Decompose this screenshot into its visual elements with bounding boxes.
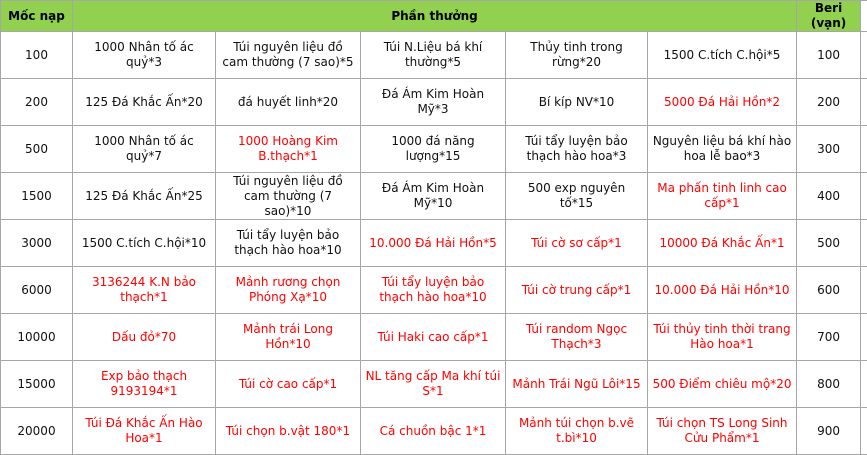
reward-cell[interactable]: Túi tẩy luyện bảo thạch hào hoa*3 (506, 126, 648, 173)
beri-cell[interactable]: 900 (797, 408, 861, 455)
spare-cell[interactable] (861, 1, 867, 32)
header-beri[interactable]: Beri (vạn) (797, 1, 861, 32)
reward-cell[interactable]: Mảnh Trái Ngũ Lôi*15 (506, 361, 648, 408)
moc-nap-cell[interactable]: 20000 (1, 408, 73, 455)
spare-cell[interactable] (861, 32, 867, 79)
reward-cell[interactable]: 10000 Đá Khắc Ấn*1 (648, 220, 797, 267)
reward-cell[interactable]: 10.000 Đá Hải Hồn*5 (361, 220, 506, 267)
beri-cell[interactable]: 500 (797, 220, 861, 267)
moc-nap-cell[interactable]: 6000 (1, 267, 73, 314)
reward-cell[interactable]: 125 Đá Khắc Ấn*20 (73, 79, 216, 126)
moc-nap-cell[interactable]: 3000 (1, 220, 73, 267)
reward-cell[interactable]: 3136244 K.N bảo thạch*1 (73, 267, 216, 314)
reward-cell[interactable]: Nguyên liệu bá khí hào hoa lễ bao*3 (648, 126, 797, 173)
reward-cell[interactable]: Ma phấn tinh linh cao cấp*1 (648, 173, 797, 220)
reward-cell[interactable]: Túi tẩy luyện bảo thạch hào hoa*10 (216, 220, 361, 267)
beri-cell[interactable]: 200 (797, 79, 861, 126)
header-row (1, 1, 867, 32)
moc-nap-cell[interactable]: 15000 (1, 361, 73, 408)
header-phan-thuong[interactable]: Phần thưởng (73, 1, 797, 32)
reward-cell[interactable]: đá huyết linh*20 (216, 79, 361, 126)
spare-cell[interactable] (861, 408, 867, 455)
beri-cell[interactable]: 300 (797, 126, 861, 173)
reward-cell[interactable]: 1500 C.tích C.hội*5 (648, 32, 797, 79)
reward-cell[interactable]: Túi thủy tinh thời trang Hào hoa*1 (648, 314, 797, 361)
beri-cell[interactable]: 800 (797, 361, 861, 408)
reward-cell[interactable]: 1000 Nhân tố ác quỷ*3 (73, 32, 216, 79)
reward-cell[interactable]: 1000 Nhân tố ác quỷ*7 (73, 126, 216, 173)
reward-cell[interactable]: Mảnh rương chọn Phóng Xạ*10 (216, 267, 361, 314)
spare-cell[interactable] (861, 314, 867, 361)
reward-cell[interactable]: Túi cờ trung cấp*1 (506, 267, 648, 314)
reward-cell[interactable]: Túi chọn TS Long Sinh Cửu Phẩm*1 (648, 408, 797, 455)
reward-cell[interactable]: Cá chuồn bậc 1*1 (361, 408, 506, 455)
moc-nap-cell[interactable]: 500 (1, 126, 73, 173)
spare-cell[interactable] (861, 79, 867, 126)
table-row (1, 79, 867, 126)
reward-cell[interactable]: Túi tẩy luyện bảo thạch hào hoa*10 (361, 267, 506, 314)
reward-cell[interactable]: Túi Haki cao cấp*1 (361, 314, 506, 361)
reward-cell[interactable]: 500 exp nguyên tố*15 (506, 173, 648, 220)
spare-cell[interactable] (861, 220, 867, 267)
table-row (1, 220, 867, 267)
beri-cell[interactable]: 700 (797, 314, 861, 361)
table-row (1, 361, 867, 408)
spare-cell[interactable] (861, 361, 867, 408)
reward-cell[interactable]: 1000 đá năng lượng*15 (361, 126, 506, 173)
reward-cell[interactable]: Đá Ám Kim Hoàn Mỹ*3 (361, 79, 506, 126)
reward-cell[interactable]: 125 Đá Khắc Ấn*25 (73, 173, 216, 220)
moc-nap-cell[interactable]: 1500 (1, 173, 73, 220)
reward-cell[interactable]: Đá Ám Kim Hoàn Mỹ*10 (361, 173, 506, 220)
reward-cell[interactable]: Dấu đỏ*70 (73, 314, 216, 361)
reward-cell[interactable]: Túi cờ sơ cấp*1 (506, 220, 648, 267)
moc-nap-cell[interactable]: 10000 (1, 314, 73, 361)
header-moc-nap[interactable]: Mốc nạp (1, 1, 73, 32)
reward-cell[interactable]: 5000 Đá Hải Hồn*2 (648, 79, 797, 126)
moc-nap-cell[interactable]: 200 (1, 79, 73, 126)
reward-cell[interactable]: Mảnh túi chọn b.vẽ t.bì*10 (506, 408, 648, 455)
moc-nap-cell[interactable]: 100 (1, 32, 73, 79)
reward-cell[interactable]: NL tăng cấp Ma khí túi S*1 (361, 361, 506, 408)
reward-cell[interactable]: Thủy tinh trong rừng*20 (506, 32, 648, 79)
spare-cell[interactable] (861, 267, 867, 314)
table-row (1, 173, 867, 220)
reward-cell[interactable]: Mảnh trái Long Hồn*10 (216, 314, 361, 361)
reward-cell[interactable]: Túi Đá Khắc Ấn Hào Hoa*1 (73, 408, 216, 455)
reward-cell[interactable]: 10.000 Đá Hải Hồn*10 (648, 267, 797, 314)
reward-cell[interactable]: Túi chọn b.vật 180*1 (216, 408, 361, 455)
reward-cell[interactable]: 500 Điểm chiêu mộ*20 (648, 361, 797, 408)
reward-cell[interactable]: Túi N.Liệu bá khí thường*5 (361, 32, 506, 79)
table-row (1, 267, 867, 314)
reward-cell[interactable]: Exp bảo thạch 9193194*1 (73, 361, 216, 408)
reward-cell[interactable]: Túi cờ cao cấp*1 (216, 361, 361, 408)
spare-cell[interactable] (861, 173, 867, 220)
beri-cell[interactable]: 100 (797, 32, 861, 79)
table-row (1, 408, 867, 455)
reward-cell[interactable]: Túi nguyên liệu đồ cam thường (7 sao)*5 (216, 32, 361, 79)
spare-cell[interactable] (861, 126, 867, 173)
table-row (1, 32, 867, 79)
reward-cell[interactable]: 1500 C.tích C.hội*10 (73, 220, 216, 267)
reward-cell[interactable]: Túi random Ngọc Thạch*3 (506, 314, 648, 361)
table-row (1, 126, 867, 173)
beri-cell[interactable]: 600 (797, 267, 861, 314)
reward-cell[interactable]: Túi nguyên liệu đồ cam thường (7 sao)*10 (216, 173, 361, 220)
table-row (1, 314, 867, 361)
reward-cell[interactable]: 1000 Hoàng Kim B.thạch*1 (216, 126, 361, 173)
beri-cell[interactable]: 400 (797, 173, 861, 220)
reward-cell[interactable]: Bí kíp NV*10 (506, 79, 648, 126)
